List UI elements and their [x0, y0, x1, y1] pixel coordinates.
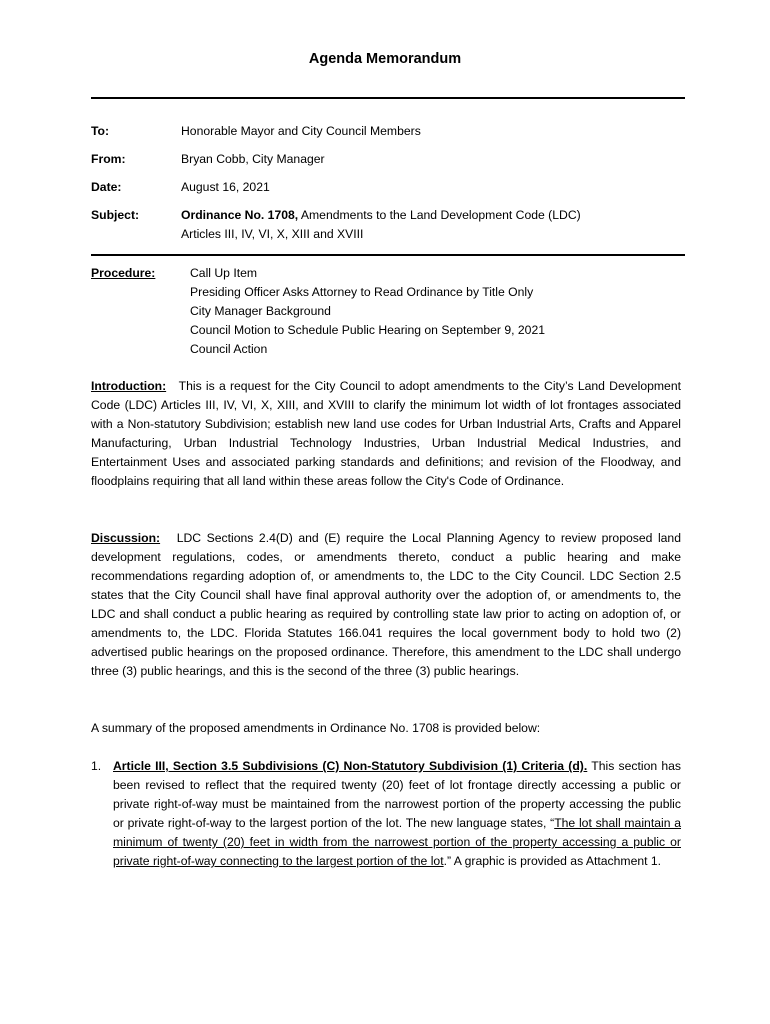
list-item-heading: Article III, Section 3.5 Subdivisions (C) Non-Statutory Subdivision (1) Criteria (d). [113, 759, 588, 773]
discussion-label: Discussion: [91, 531, 161, 545]
list-item-number: 1. [91, 759, 102, 773]
from-value: Bryan Cobb, City Manager [181, 152, 325, 166]
procedure-step: Council Motion to Schedule Public Hearing on September 9, 2021 [190, 323, 546, 337]
introduction-label: Introduction: [91, 379, 167, 393]
subject-ordinance: Ordinance No. 1708, [181, 208, 299, 222]
subject-line1: Amendments to the Land Development Code (LDC) [298, 208, 581, 222]
to-label: To: [91, 124, 110, 138]
procedure-step: City Manager Background [190, 304, 331, 318]
summary-paragraph: A summary of the proposed amendments in Ordinance No. 1708 is provided below: [91, 721, 541, 735]
discussion-text: LDC Sections 2.4(D) and (E) require the Local Planning Agency to review proposed land development regulations, codes, or amendments thereto, conduct a public hearing and make recommendations regarding adoption of, or amendments to, the LDC to the City Council. LDC Section 2.5 states that the City Council shall have final approval authority over the adoption of, or amendments to, the LDC and shall conduct a public hearing as required by controlling state law prior to acting on adoption of, or amendments to, the LDC. Florida Statutes 166.041 requires the local government body to hold two (2) advertised public hearings on the proposed ordinance. Therefore, this amendment to the LDC shall undergo three (3) public hearings, and this is the second of the three (3) public hearings. [91, 531, 681, 678]
procedure-step: Presiding Officer Asks Attorney to Read Ordinance by Title Only [190, 285, 534, 299]
introduction-text: This is a request for the City Council to adopt amendments to the City’s Land Development Code (LDC) Articles III, IV, VI, X, XIII, and XVIII to clarify the minimum lot width of lot frontages associated with a Non-statutory Subdivision; establish new land use codes for Urban Industrial Arts, Crafts and Apparel Manufacturing, Urban Industrial Technology Industries, Urban Industrial Medical Industries, and Entertainment Uses and associated parking standards and definitions; and revision of the Floodway, and floodplains requiring that all land within these areas follow the City's Code of Ordinance. [91, 379, 681, 488]
list-item-tail: .” A graphic is provided as Attachment 1. [443, 854, 662, 868]
list-item-quote: The lot shall maintain a minimum of twenty (20) feet in width from the narrowest portion of the property accessing a public or private right-of-way connecting to the largest portion of the lot [113, 816, 681, 868]
header-divider [91, 97, 685, 99]
to-value: Honorable Mayor and City Council Members [181, 124, 421, 138]
subject-label: Subject: [91, 208, 140, 222]
discussion-paragraph [91, 529, 681, 681]
page-title: Agenda Memorandum [308, 51, 462, 67]
procedure-step: Call Up Item [190, 266, 258, 280]
date-label: Date: [91, 180, 122, 194]
subject-divider [91, 254, 685, 256]
procedure-step: Council Action [190, 342, 268, 356]
procedure-steps [190, 264, 545, 359]
subject-line2: Articles III, IV, VI, X, XIII and XVIII [181, 227, 364, 241]
introduction-paragraph [91, 377, 681, 491]
list-item-text: This section has been revised to reflect that the required twenty (20) feet of lot frontage directly accessing a public or private right-of-way must be maintained from the narrowest portion of the property accessing the public or private right-of-way to the largest portion of the lot. The new language states, “ [113, 759, 682, 830]
from-label: From: [91, 152, 126, 166]
date-value: August 16, 2021 [181, 180, 270, 194]
subject-value [181, 206, 685, 244]
procedure-label: Procedure: [91, 266, 156, 280]
list-item [113, 757, 681, 871]
